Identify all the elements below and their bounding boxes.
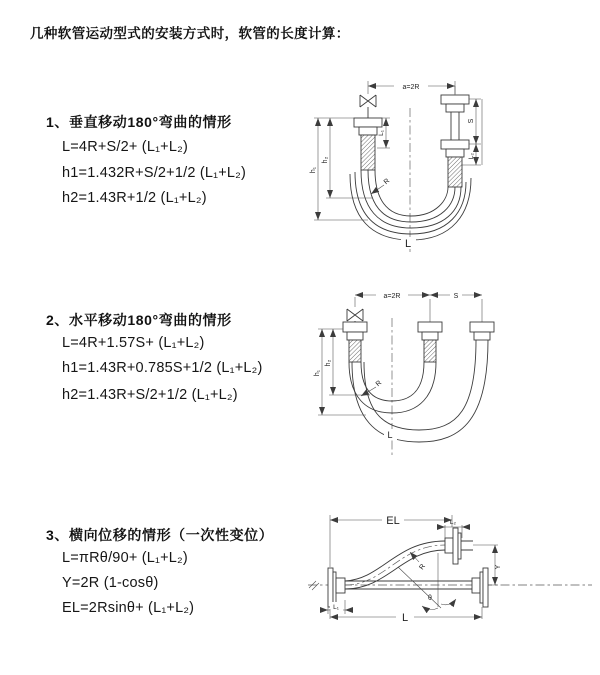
diagram-vertical-180-bend [310,70,600,255]
dimension-fitting-left [320,600,353,614]
dim-label-h1: h₁ [314,369,321,377]
right-pipe [441,86,469,187]
diagram-horizontal-180-bend [310,285,600,465]
right-pipe-moved [470,322,494,340]
dim-label-l1: L₁ [333,604,339,611]
dim-label-el: EL [386,515,400,527]
valve-icon [347,309,363,322]
hose-u-original [349,362,436,413]
dim-label-r: R [418,563,428,572]
left-pipe [354,118,382,170]
formula-3-length: L=πRθ/90+ (L₁+L₂) [62,550,188,566]
dim-label-h1: h₁ [310,166,317,174]
radius-callout [371,178,391,194]
dim-label-l1: L₁ [378,130,385,136]
hose-u-moved [352,340,488,442]
section-3-heading: 3、横向位移的情形（一次性变位） [46,527,274,543]
formula-1-length: L=4R+S/2+ (L₁+L₂) [62,139,188,155]
radius-callout [410,552,427,571]
dim-label-length: L [401,612,409,624]
diagram-lateral-displacement [300,505,600,660]
middle-pipe [418,322,442,362]
dim-label-l2: L₂ [468,152,475,160]
dim-label-r: R [374,379,384,389]
formula-2-h2: h2=1.43R+S/2+1/2 (L₁+L₂) [62,387,238,403]
dimension-length [330,607,482,624]
dim-label-length: L [404,238,412,250]
formula-3-y: Y=2R (1-cosθ) [62,575,159,591]
radius-callout [361,380,383,396]
dim-label-length: L [387,430,393,440]
dimension-travel-s [462,99,482,165]
section-1-heading: 1、垂直移动180°弯曲的情形 [46,114,232,130]
formula-1-h1: h1=1.432R+S/2+1/2 (L₁+L₂) [62,165,247,181]
formula-2-length: L=4R+1.57S+ (L₁+L₂) [62,335,205,351]
dim-label-r: R [382,177,392,187]
dim-label-l2: L₂ [449,519,457,526]
dimension-top-width [368,80,455,94]
dim-label-s: S [468,118,475,124]
dim-label-h2: h₂ [322,156,329,164]
upper-flange-displaced [445,528,473,564]
dimension-top [355,289,482,322]
dim-label-a2r: a=2R [402,84,420,91]
page-title: 几种软管运动型式的安装方式时，软管的长度计算： [30,26,350,41]
dim-label-s: S [453,293,459,300]
dimension-el [330,512,452,567]
left-flange [328,568,345,607]
dim-label-y: Y [495,564,502,570]
valve-icon [360,95,376,118]
section-2-heading: 2、水平移动180°弯曲的情形 [46,312,232,328]
break-mark [309,581,319,590]
lower-pipe-original [345,568,488,607]
formula-3-el: EL=2Rsinθ+ (L₁+L₂) [62,600,195,616]
formula-2-h1: h1=1.43R+0.785S+1/2 (L₁+L₂) [62,360,263,376]
hose-s-curve [345,541,445,589]
dim-label-theta: θ [428,595,432,602]
dim-label-h2: h₂ [325,359,332,367]
formula-1-h2: h2=1.43R+1/2 (L₁+L₂) [62,190,207,206]
left-pipe [343,322,367,362]
dim-label-a2r: a=2R [383,293,401,300]
